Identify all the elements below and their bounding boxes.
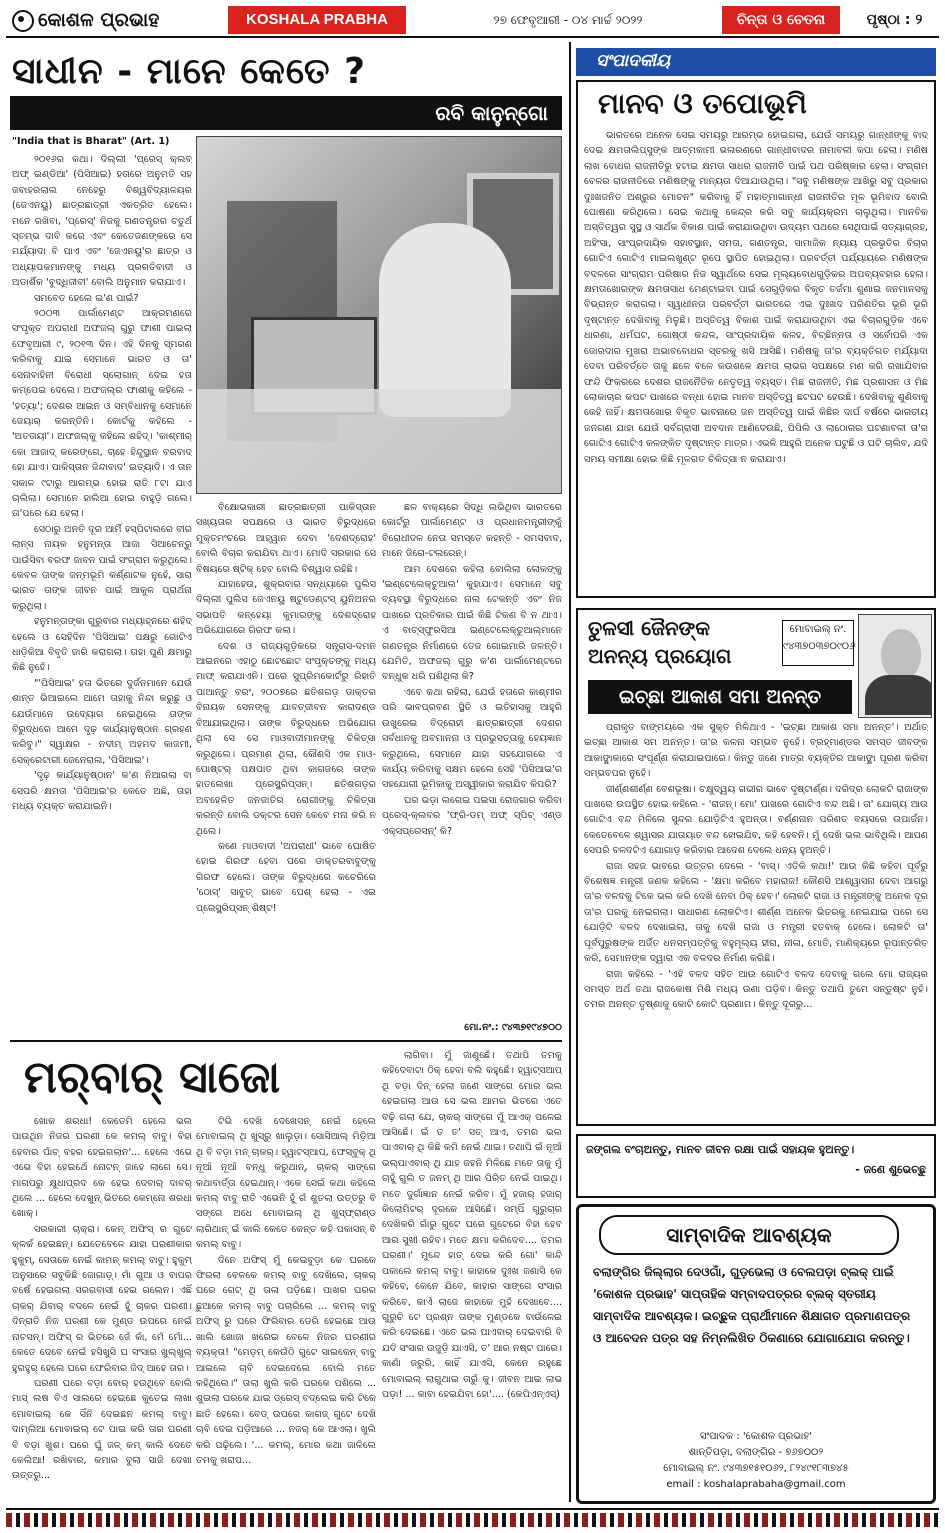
pledge-signature: - ଜଣେ ଶୁଭେଚ୍ଛୁ bbox=[855, 1163, 926, 1176]
article1-mobile: ମୋ.ନଂ.: ୯୪୩୭୧୯୪୭୦୦ bbox=[464, 1022, 562, 1033]
pledge-box bbox=[576, 1134, 936, 1198]
paragraph: ୨୦୧୬ର କଥା। ଦିଲ୍ଲୀ 'ପ୍ରେସ୍ କ୍ଲବ୍ ଅଫ୍ ଇଣ୍ଡିଆ' (ପିସିଆଇ) ହତାରେ ଅନୁମତି ସହ ଜବାହରଲାଲ ନେହେରୁ ବିଶ୍ୱବିଦ୍ୟାଳୟର (ଜେଏନୟୁ) ଛାତ୍ରଛାତ୍ରୀ ଏକତ୍ରିତ ହେଲେ। ମନେ ରଖିବା, 'ପ୍ରେସ୍' ନିଜକୁ ଗଣତନ୍ତ୍ରର ଚତୁର୍ଥ ସ୍ତମ୍ଭ ଦାବି କରେ ଏବଂ କେତେଜଣଙ୍କରେ ସେ ମର୍ଯ୍ୟାଦା ବି ପାଏ ଏବଂ 'ଜେଏନୟୁ'ର ଛାତ୍ର ଓ ଅଧ୍ୟାପକମାନଙ୍କୁ ମଧ୍ୟ ପ୍ରଗତିବାଦୀ ଓ ଅଡାର୍ଶିକ 'ବୁଦ୍ଧିଜୀବୀ' ବୋଲି ଅନୁମାନ କରାଯାଏ। bbox=[12, 154, 192, 289]
paragraph: ଲାଗିବା। ମୁଁ ଜାଣୁଛେଁ। ତଥାପି ତମକୁ କହିଦେବାଟା ଠିକ୍ ହେବା ବଲି କହୁଛେଁ। ହ୍ୱାଟ୍ସଆପ୍ ଥି ବଡ଼ା ଦିନ୍ ହେଲା ଜଣେ ସାଙ୍ଗେ ମୋର ଭଲ ହେଇଗଲା ଆଉ ସେ ଭଲ ଆମର ଭିତରେ ଏତେ ବଢ଼ି ଗଲା ଯେ, ଚାକର୍ ସାଙ୍ଗେ ମୁଁ ଆଏକ୍ ପଳେଇ ଆସିଛେଁ। ଇଁ ତ ତ' ସତ୍ ଆଏ, ତମର ଭଲ ପାଏବାର୍ ଥି କିଛି କମି ନେଇଁ ଥାଇ। ତଥାପି ଇଁ ନୂଆଁ ଭଲ୍‌ପାଏବାର୍ ଥି ଯାହ ଜହନି ମିଳିଛେ ମତେ ତାକୁ ମୁଁ ଚାହୁଁ ଗୁଲି ତ ଜନମ୍ ଥି ଆର ପିରିତ ନେଇଁ ପାଇଥି। ମତେ ଦୁର୍ଗାଜ୍ଞାନ ନେଇଁ କରିବ। ମୁଁ ହଜାର୍ ହଜାର୍ କିଲୋମିଟର୍ ଦୂରକେ ଆସିଛେଁ। ସମ୍ପିଁ ଗୁରୁଚାର ଦେଖିକରି ଗାଁରୁ ଗୁଟେ ଘରେ ଗୁଟେରେ ବିହା ହେବ ଆର ସୁଖୀ ରହିବ। ମତେ କ୍ଷମା କରିଦେବ.... ତମର ଘରଣୀ।' ମୁନ୍ଦେ ହାତ୍ ଦେଇ କରି ଗୋ' କାନ୍ଦି ପକାଲେ କମଲ୍ ବାବୁ। କାହାକେ ଦୁଃଖ ଜଣାସି କେ କହିବେ, କେନେ ଯିବେ, କାହାର ସାଙ୍ଗେ ସଂସାର କରିବେ, କାଏଁ ଲାଜେ କାହାକେ ମୁହଁ ଦେଖାବେ.... ଗୁରୁଚି ଟେ ପ୍ରଶ୍ନ ତାଙ୍କ ମୁଣ୍ଡକେ ବାଉଁଳେଇ କରି ଦେଇଛେ। ଏତେ ଭଲ ପାଏବାର୍ ଦେଇବାରି ବି ଯଦି ସଂସାର ଉଜୁଡ଼ି ଯାଏସି, ତ' ଆର ନଷ୍ଟ ପାରେ। କାଣାଁ ଜରୁରି, କାହିଁ ଯାଏସି, କେନେ ରହୁଛେ ମୋବାଇଲ୍ ଲାଗୁଥାଇ ତାରୁଁ କୁ। ଜୀବନ ଆଇ ଲାଭ ପଡ଼ା! ... କାବା ହେଇଯିବା ହୋ'.... (କେପିଏନ୍ଏସ୍) bbox=[382, 1050, 562, 1400]
article1-column-1 bbox=[12, 152, 192, 1060]
article1-quote: "India that is Bharat" (Art. 1) bbox=[12, 136, 170, 147]
tulsi-article-title: ଇଚ୍ଛା ଆକାଶ ସମା ଅନନ୍ତ bbox=[588, 680, 852, 714]
section-title: ଚିନ୍ତା ଓ ଚେତନା bbox=[722, 6, 840, 34]
article2-headline: ମର୍‌ବାର୍ ସାଜୋ bbox=[24, 1052, 281, 1103]
paragraph: ଖୋକ ଶରଧା! କେତେମି ହେଲେ ଭଲ ପାଉଥିନ ନିଜର ଘରଣୀ କେ କମଲ୍ ବାବୁ। ବିହା ହେବାର ପାଁଚ୍ ବହର ହେଇଗଲାନ'... ହେଲେ ଏଭେ ଏଭେ ବିହା ହେଇଥେଁ ନୋଟନ୍ ଜାହେ ଲାଗେ ସେ। ମାଗପରୁ କ୍ଷୁଧାପ୍ରଦ କେ ହେଇ ଦେବାର୍ ଦାବର୍ ଥିଲେ ... ହେଲେ ଦେଖୁନ୍ ଭିତରେ କେମ୍ନୋ ଶରଧା ଖୋକ୍। bbox=[12, 1116, 192, 1220]
tulsi-mobile-number: ୯୪୩୭୦୩୭୦୯୦୬ bbox=[783, 641, 856, 652]
pledge-text: ଜଙ୍ଗଲ ବଂଚାଅନ୍ତୁ, ମାନବ ଜୀବନ ରକ୍ଷା ପାଇଁ ସହାୟକ ହୁଅନ୍ତୁ। bbox=[586, 1143, 855, 1156]
portrait-suit-shape bbox=[865, 675, 932, 715]
paragraph: ଆମ ଦେଶରେ କହିଲା ବୋଲିଲା ଲୋକଙ୍କୁ 'ଇଣ୍ଟେଲେକ୍‌ଚୁଆଲ' କୁହାଯାଏ। ସେମାନେ ସବୁ ବ୍ୟବସ୍ଥା ବିରୁଦ୍ଧରେ ନାଲ ଟେକନ୍ତି ଏବଂ ନିଜ ପାଖରେ ପ୍ରତିକାର ପାଇଁ କିଛି ଟିକଣ ବି ନ ଥାଏ। ଏ ବାଚ୍‌ସ୍ଫୁରସିଆ ଇଣ୍ଟେଲେକ୍‌ଚୁଆଲ୍‌ମାନେ ଗଣତନ୍ତ୍ର ନିର୍ମାଣରେ ତେଜ ଗୋଇମାରି ଜଳନ୍ତି। ଯେମିତି, ଅଫଜଲ୍ ଗୁରୁ କ'ଣ ପାର୍ଲାମେଣ୍ଟରେ ବନ୍ଧୁକ ଧରି ପଶିଥିଲା କି? bbox=[382, 563, 562, 683]
advertisement-box bbox=[576, 1204, 936, 1504]
paragraph: 'ଦୃଢ଼ କାର୍ଯ୍ୟାନୁଷ୍ଠାନ' କ'ଣ ନିଆଗଲା ବା ସେପରି କ୍ଷମତା 'ପିସିଆଇ'ର କେତେ ଅଛି, ତାହା ମଧ୍ୟ ବ୍ୟକ୍ତ କରାଯାଇନି। bbox=[12, 770, 192, 813]
paragraph: ହନୁମନ୍ତାଙ୍କା ଗୁରୁବାର ମଧ୍ୟାହ୍ନରେ ଶହିଦ୍ ହେଲେ ଓ ସେହିଦିନ 'ପିସିଆଇ' ପକ୍ଷରୁ ଗୋଟିଏ ଧାଡ଼ିକିଆ ବିବୃତି ଜାରି କରାଗଲା। ତାହା ପୁଣି କ୍ଷମାରୁ କିଛି ନୁହେଁ। bbox=[12, 616, 192, 674]
paragraph: ଦିନେ ଅଫିସ୍ ମୁଁ କେଇବୁଡ଼ା କେ ଘରକେ ଫିରଲା ବେଳକେ କମଲ୍ ବାବୁ ଦେଖିଲେ, ଚାକର୍ ଘରେ ଗେଟ୍ ଥି ତାଳା ପଡ଼ିଛେ। ପାଖର ଘରର ଛୁଆକେ କମଲ୍ ବାବୁ ପଚାରିଲେ ... କମଲ୍ ବାବୁ ଅଫିସ୍ ରୁ ଘରେ ଫିରିବାର ଡେରି ହେଇଛେ ଆଉ ଖାଲି ଖୋଜା ଖରେଇ ବେଳେ ନିଜର ଘରଣୀର ବ୍ୟକ୍ତା! "ମେଡ଼ମ୍ କେଉଁଠି ଗୁଟେ ସାଇକେନ୍ ବାବୁ ଆଇଲେ ଚାବି ଦେଇଦେଲେ ବୋଲି ମତେ କହିଥିଲେ।" ତାଲା ଖୁଲି କରି ଘରକେ ପଶିଲେ ... ଶୁଇଲା ଘରକେ ଯାଇ ଡ୍ରେସ୍ ବଦ୍‌ଲେଇ କରି ଟିକେ ଛାତି ହେଲେ। ବେଡ୍ ଉପରେ କାଗଜ୍ ଗୁଟେ ଦେଖି ଚାବି ଦେଇ ପଡ଼ିଆରେ ... ନଜର୍ କେ ଆଏଲା। ଖୁଲି କରି ପଢ଼ିଲେ। '... କମଲ୍, ମୋର କଥା ଜାଳିଲେ ତମକୁ ଖରାପ... bbox=[196, 1254, 376, 1466]
paragraph: ବିକ୍ଷୋଭକାରୀ ଛାତ୍ରଛାତ୍ରୀ ପାକିସ୍ତାନ ସଖ୍ୟତାର ସପକ୍ଷରେ ଓ ଭାରତ ବିରୁଦ୍ଧରେ ମୁକ୍ତମଂଚରେ ଆହ୍ୱାନ ଦେବା 'ଦେଶଦ୍ରୋହ' ବୋଲି ବିଚାର କରାଯିବା ଥାଏ। ମୋଦି ସରକାର ସେ ବିଷୟରେ ଷ୍ଟିକ୍ ହେବ ବୋଲି ବିଶ୍ୱାସ ରହିଛି। bbox=[196, 502, 376, 575]
paragraph: ଟିଭି ଦେଖି ଦେଖେସନ୍ ନେଇଁ ହେଲେ ମୋବାଇଲ୍ ଥି ଖୁସ୍ରୁ ଖାଲୁଡ଼ା। ସୋସିଆଲ୍ ମିଡ଼ିଆ ଥି ବି ବଡ଼ା ମନ୍ ଚାକର୍। ହ୍ୱାଟସ୍ଆପ, ଫେସ୍‌ବୁକ୍ ଥି ନୂଆଁ ନୂଆଁ ବନ୍ଧୁ କରୁଥାନ୍, ଚାକର୍ ସାଙ୍ଗେ କଥାବାର୍ତ୍ତା ହେଇଥାନ୍। ଏକେ ସେଇଁ କଥା କହିଲେ କମଲ୍ ବାବୁ ରାତି ଏଭେନି ହୁଁ ଗଁ ଶୁତଲା ଉତ୍ତରୁ ବି ସଙ୍ଗେ ଅଧେ ମୋବାଇଲ୍ ଥି ଖୁସ୍‌ଫ୍ରାଣ୍ଡ ଲାଗିଥାନ୍ ଇଁ କାଲି କେତେ କେନ୍ତ କହି ପକାସନ୍ ବି କମଲ୍ ବାବୁ। bbox=[196, 1116, 376, 1251]
advertisement-address: ଶାନ୍ତିପଡ଼ା, ବଲାଙ୍ଗିର - ୭୬୭୦୦୨ bbox=[688, 1447, 824, 1458]
paragraph: ଘର ଭଡ଼ା ଲଗେଇ ପଇସା ରୋଜଗାର କରିବା ପ୍ରେସ୍-କ୍ଲବର 'ଫ୍ରି-ଡମ୍ ଅଫ୍ ସ୍ପିଚ୍ ଏଣ୍ଡ ଏକ୍ସପ୍ରେସନ୍' କି? bbox=[382, 794, 562, 837]
issue-date: ୨୭ ଫେବୃଆରୀ - ୦୪ ମାର୍ଚ୍ଚ ୨୦୨୨ bbox=[493, 13, 643, 27]
article2-column-2 bbox=[196, 1114, 376, 1506]
portrait-face-shape bbox=[881, 629, 921, 679]
paragraph: ୨୦୦୩ ପାର୍ଲାମେଣ୍ଟ ଆକ୍ରମଣରେ ସଂପୃକ୍ତ ଅପରାଧୀ ଅଫଜଲ୍ ଗୁରୁ ଫାଶୀ ପାଇଲା ଫେବୃଆରୀ ୯, ୨୦୧୩ ଦିନ। ଏହି ଦିନକୁ ସ୍ମରଣ କରିବାକୁ ଯାଇ ସେମାନେ ଭାରତ ଓ ତା' ସେନାବାହିନୀ ବିରୋଧୀ ସ୍ଲୋଗାନ୍ ଦେଇ ହତା କମ୍ପେଇ ଦେଲେ। ଅଫଜଲ୍‌ର ଫାଶୀକୁ କହିଲେ - 'ହତ୍ୟା'; ଦେଶର ଆଇନ ଓ ସମ୍ବିଧାନକୁ ସେମାନେ ଜେୟାର୍ କରନ୍ତିନି। କୋର୍ଟକୁ କହିଲେ - 'ଅତତାୟୀ'। ଅଫଜଲ୍‌କୁ କହିଲେ ଶହିଦ୍। 'କାଶ୍ମୀର୍ କୋ ଆଜାଦ୍ କରେଙ୍ଗେ, ଚାହେ ହିନ୍ଦୁସ୍ଥାନ ବରବାଦ୍ ହୋ ଯାଏ। ପାକିସ୍ତାନ ଜିନ୍ଦାବାଦ' ଇତ୍ୟାଦି। ଏ ତାନ ସକାଳ ୯ଟାରୁ ଆରମ୍ଭ ହୋଇ ରାତି ୮ଟା ଯାଏ ଚାଲିଲା। ସେମାନେ ହାଲିଆ ହୋଇ ବାହୁଡ଼ି ଗଲେ। ତା'ପରେ ଯେ ହେଲା। bbox=[12, 308, 192, 520]
photo-desk-shape bbox=[197, 389, 562, 494]
paragraph: ରାଜା ସହଜ ଭାବରେ ଉତ୍ତର ଦେଲେ - 'ବାସ୍। ଏତିକି କଥା!' ଆଉ କିଛି କହିବା ପୂର୍ବରୁ ବିଶେଷଜ୍ଞ ମନ୍ତ୍ରୀ ଜଣକ କହିଲେ - 'କ୍ଷମା କରିବେ ମହାରାଜ! କୌଣସି ଆଶ୍ୱାସନା ଦେବା ଆଗରୁ ତା'ର ବଳଦକୁ ଟିକେ ଭଲ କରି ଦେଖି ନେବା ଠିକ୍ ହେବ।' ଲୋକଟି ରାଜା ଓ ମନ୍ତ୍ରୀଙ୍କୁ ଅନେକ ଦୂର ତା'ର ଘରକୁ ନେଇଗଲା। ସାଧାରଣ ଲୋକଟିଏ। ଶୀର୍ଣ୍ଣ ଅନେକ ଭିତରକୁ ନେଇଯାଇ ପରେ ସେ ଯୋଡ଼ିଟି ବଳଦ ଦେଖାଇଲା, ତାକୁ ଦେଖି ରାଜା ଓ ମନ୍ତ୍ରୀ ହତବାକ୍ ହେଲେ। ଲୋକଟି ତା' ପୂର୍ବପୁରୁଷଙ୍କ ଅର୍ଜିତ ଧନସମ୍ପତ୍ତିକୁ ବହୁମୂଲ୍ୟ ହୀରା, ନୀଳା, ମୋତି, ମାଣିକ୍ୟରେ ରୂପାନ୍ତରିତ କରି, ସେମାନଙ୍କ ଦ୍ୱାରା ଏକ ବଳଦର ନିର୍ମାଣ କରିଛି। bbox=[584, 860, 928, 965]
editorial-headline: ମାନବ ଓ ତପୋଭୂମି bbox=[598, 87, 807, 120]
paragraph: ରାଜା କହିଲେ - 'ଏହି ବଳଦ ସହିତ ଆଉ ଗୋଟିଏ ବଳଦ ଦେବାକୁ ଗଲେ ମୋ ରାଜ୍ୟର ସମସ୍ତ ଅର୍ଥ ତଥା ରାଜକୋଷ ମିଶି ମଧ୍ୟ ଉଣା ପଡ଼ିବ। କିନ୍ତୁ ତଥାପି ତୁମେ ସନ୍ତୁଷ୍ଟ ନୁହଁ। ତମର ଅନନ୍ତ ତୃଷ୍ଣାକୁ କୋଟି କୋଟି ପ୍ରଣାମ। କିନ୍ତୁ ଦୂରରୁ... bbox=[584, 968, 928, 1011]
logo-emblem-icon bbox=[12, 10, 34, 32]
editorial-body bbox=[584, 128, 928, 594]
footer-border-pattern bbox=[6, 1513, 939, 1527]
paragraph: ସରକାରୀ ଚାକ୍‌ରା। କେନ୍ ଅଫିସ୍ ର ଗୁଟେ କ୍ଳର୍କ ହେଇଛନ୍। ଯେତେବେଳେ ଯାହା ଘରଣୀକାର ହୁକୁମ୍, ସେତାକେ ନେଇଁ କାମନ୍ କମଲ୍ ବାବୁ। ହୁକୁମ୍ ଅନୁସାରେ ସବୁକିଛି ଜୋଗାଡ଼୍। ମାଁ ଗୁଆ ଓ ବାପର ବର୍ଷେ ହେଇଗଲା ସରଗବାସୀ ହେଇ ଗଲେନ। ଏଛିଁ ଚାକର୍ ଯିବାର୍ ବଦଳେ ନେଇଁ ହୁଁ ଚାକର ଘରଣୀ। ଦିନ୍‌ରାତି ନିଜ ଘରଣୀ କେ ମୁଣ୍ଡ ଉପରେ ନେଇଁ ନାଚସନ୍। ଅଫିସ୍ ର ଭିତରେ ଜେଁ କାଁ, ମେଁ ମୋଁ... କେତେ ଦେବେ ନେଇଁ ହସିଖୁସି ଘ ସଂସାର ଖୁଲ୍‌ଖୁଲ୍ ହୁରହୁର୍ ହେଲେ ଘରେ ଫେରିବାର ଜିଦ୍ ଆହେ ତାର। bbox=[12, 1223, 192, 1374]
paragraph: ଜୀର୍ଣ୍ଣଶୀର୍ଣ୍ଣ ବେଶଭୂଷା। ଚକ୍ଷୁଦ୍ୱୟ ଗଭୀର ଭାବେ ଦୃଷ୍ଟାର୍ଣ୍ଣ। ଦରିଦ୍ର ଲୋକଟି ରାଜାଙ୍କ ପାଖରେ ଉପସ୍ଥିତ ହୋଇ କହିଲେ - 'ରାଜନ୍। ମୋ' ପାଖରେ ଗୋଟିଏ ବନ୍ଦ ଅଛି। ତା' ଯୋଗ୍ୟ ଆଉ ଗୋଟିଏ ବନ୍ଦ ମିଳିଲେ ସୁନ୍ଦର ଯୋଡ଼ିଟିଏ ହୁଅନ୍ତା। ବର୍ଣ୍ଣନାନ ପରିଣତ ବୟସରେ ଉପାର୍ଜନ। କେତେବେଳେ ଶ୍ୱାସର ଯାତାୟାତ ବନ୍ଦ ହୋଇଯିବ, କହି ହେବନି। ମୁଁ ଦେଖି ଭଲ ଭାବିଥିଲି। ଆପଣ ସେପରି ବଳଦଟିଏ ଯୋଗାଡ଼ କରିବାର ଆଦେଶ ଦେଲେ ଧନ୍ୟ ହୁଅନ୍ତି। bbox=[584, 783, 928, 857]
paragraph: ଦେଶ ଓ ରାଜ୍ୟଗୁଡ଼ିକରେ ସନ୍ତ୍ରାସ-ଦମନ ଆଇନରେ ଏହାଠୁ ଛୋଟଛୋଟ ସଂପୃକ୍ତଙ୍କୁ ମଧ୍ୟ ମାଫ୍ କରାଯାଏନି। ପରେ ସୁପ୍ରିମକୋର୍ଟରୁ ରିହାତି ପାଆନ୍ତୁ ବରଂ, ୨୦୦୭ରେ ଛତିଶଗଡ଼ ଡାକ୍ତର ବିନାୟକ ସେନଙ୍କୁ ଯାବତ୍‌ଜୀବନ କାରାଦଣ୍ଡ ବିଆଯାଇଥିଲା। ତାଙ୍କ ବିରୁଦ୍ଧରେ ଅଭିଯୋଗ ଥିଲା ସେ ସେ ମାଓବାଦୀମାନଙ୍କୁ ଚିକିତ୍ସା କରୁଥିଲେ। ପ୍ରମାଣ ଥିଲା, କୌଣସି ଏକ ମାଓ-ପୋଷ୍ଟର୍ ପକ୍ଷପାତ ଥିବା କାଗଜରେ ତାଙ୍କ ହାତଲେଖା ପ୍ରେସ୍କ୍ରିପ୍ସନ୍। ଛତିଶଗଡ଼ର ଅବହେଳିତ ଜନଜାତିର ରୋଗୀଙ୍କୁ ଚିକିତ୍ସା କରନ୍ତି ବୋଲି ଡକ୍ଟର ସେନ କେବେ ମନା କରି ନ ଥିଲେ। bbox=[196, 640, 376, 837]
paragraph: ସମବେତ ହେଲେ ଇ'ଣ ପାଇଁ? bbox=[34, 292, 139, 304]
tulsi-article-body bbox=[584, 720, 928, 1120]
paragraph: ସେଠାରୁ ଅନତି ଦୂର ଆର୍ମି ହସ୍‌ପିଟାଲରେ ବୀର ଲାନ୍ସ ନାୟକ ହନୁମନ୍ତା ଆଜା ସିଆଚେନ୍‌ରୁ ପାଉଁସିବା ବରଫ ଜାବନ ପାଇଁ ସଂଗ୍ରାମ କରୁଥିଲେ। କେବଳ ତାଙ୍କ ଜନ୍ମଭୂମି କର୍ଣ୍ଣାଟକ ନୁହେଁ, ସାରା ଭାରତ ତାଙ୍କ ଜୀବନ ପାଇଁ ଆକୁଳ ପ୍ରାର୍ଥନା କରୁଥିଲା। bbox=[12, 523, 192, 612]
paragraph: ଯାହାହେଉ, ଶୁକ୍ରବାର ସନ୍ଧ୍ୟାରେ ପୁଲିସ ଦିଲ୍ଲୀ ପୁଲିସ ଜେଏନୟୁ ଷ୍ଟୁଡେଣ୍ଟସ୍ ୟୁନିଅନର ସଭାପତି କନ୍ହେୟା କୁମାରଙ୍କୁ ଦେଶଦ୍ରୋହ ଅଭିଯୋଗରେ ଗିରଫ କଲା। bbox=[196, 579, 376, 637]
article1-byline: ରବି କାନୁନ୍‌ଗୋ bbox=[10, 96, 562, 130]
author-photo bbox=[196, 136, 562, 494]
paragraph: ଘରଣୀ ଘରେ ବଡ଼ା ବୋର୍ ହଉଥିବେ ବୋଲି ମାସ୍ ଲଷ ବିଏ ସାଲରେ ହେଇଛେ କୁତେଇ ଲାଖା ମୋବାଇଲ୍ କେ ସିଁନି ଦେଇଛନ କମଲ୍ ବାବୁ। ଦାମ୍‌ଲିଆ ମୋବାଇଲ୍ ଟେ ପାଇ କରି ତାର ଘରଣୀ ବି ବଡ଼ା ଖୁଶ। ଘରେ ଘୁଁ ଜଳ୍ କମ୍ କାଲି ଦେତେ କେଲିଆ! ରଖିବାର, କମାର ବୁଲା ସାଜି ଦେଖା ଉତ୍ତରୁ... bbox=[12, 1377, 192, 1482]
tulsi-mobile-label: ମୋବାଇଲ୍ ନଂ. bbox=[789, 624, 847, 635]
article1-column-2 bbox=[196, 500, 376, 1030]
advertisement-mobile: ମୋବାଇଲ୍ ନଂ. ୯୪୩୭୧୫୧୦୬୨, ୮୨୪୯୧୮୩୭୪୫ bbox=[663, 1463, 849, 1474]
paragraph: ଛଳ ବାକ୍ୟରେ ସିଦ୍ଧି ଲଭିଥିବା ଭାରତରେ କୋର୍ଟରୁ ପାର୍ଲାମେଣ୍ଟ ଓ ପ୍ରଧାନମନ୍ତ୍ରୀଙ୍କୁଁ ବିରୋଧୀଦଳ ନେତା ସମସ୍ତେ କହନ୍ତି - ସମସବାଦ, ମାନେ ଜିରୋ-ଟଲରେନ୍। bbox=[382, 502, 562, 560]
photo-person-shape bbox=[379, 223, 511, 417]
masthead bbox=[6, 4, 939, 38]
paragraph: କଣେ ମାଓବାଦୀ 'ଅପରାଧୀ' ଭାବେ ଘୋଷିତ ହୋଇ ଗିରଫ ହେବା ପରେ ଡାକ୍ତରବାବୁଙ୍କୁ ଗିରଫ ହେଲେ। ତାଙ୍କ ବିରୁଦ୍ଧରେ କଚେରିରେ 'ଠୋସ୍' ସାବୁତ୍ ଭାବେ ପେଶ୍ ହେଲା - ଏଇ ପ୍ରେସ୍କ୍ରିପ୍ସନ୍ ଶିଷ୍ଟ! bbox=[196, 840, 376, 914]
advertisement-email[interactable]: email : koshalaprabaha@gmail.com bbox=[666, 1479, 846, 1490]
article-divider bbox=[10, 1040, 562, 1042]
paragraph: ପ୍ରାକୃତ ବାଙ୍ମୟରେ ଏକ ସୁକ୍ତ ମିଳିଥାଏ - 'ଇଚ୍ଛା ଆକାଶ ସମା ଅନନ୍ତ'। ଅର୍ଥାତ୍ ଇଚ୍ଛା ଆକାଶ ସମ ଅନନ୍ତ। ତା'ର କଳନା ସମ୍ଭବ ନୁହେଁ। ବ୍ରହ୍ମାଣ୍ଡର ସମସ୍ତ ଜୀବଙ୍କ ଆକାଙ୍କ୍ଷାକାରେ ସଂପୂର୍ଣ୍ଣ କରାଯାଇପାରେ। କିନ୍ତୁ ଜଣେ ମାତ୍ର ବ୍ୟକ୍ତିର ଆକାଙ୍କ୍ଷା ପୂରଣ କରିବା ସମ୍ଭବପର ନୁହେଁ। bbox=[584, 722, 928, 780]
editorial-tab: ସଂପାଦକୀୟ bbox=[576, 48, 936, 76]
paragraph: ଏବେ କଥା ରହିଲା, ଯେଉଁ ହତାରେ କାଶ୍ମୀର ପରି ଭାବପ୍ରବଣ ସ୍ଥିତି ଓ ଇତିହାସକୁ ଆହୁରି ଉଖୁରେଇ ବିଦ୍ରୋହୀ ଛାତ୍ରଛାତ୍ରୀ ଦେଶର ସର୍ବଧାନକୁ ଅବମାନନା ଓ ପ୍ରଭୁସତ୍ତାକୁ ହେୟଜ୍ଞାନ କରୁଥିଲେ, ସେମାନେ ଯାହା ସହଯୋଗରେ ଏ କାର୍ଯ୍ୟ କରିବାକୁ ସକ୍ଷମ ହେଲେ ସେହି 'ପିସିଆଇ'ର ସହଯୋଗୀ ଭୂମିକାକୁ ଅସ୍ୱୀକାର କରାଯିବ କିପରି? bbox=[382, 686, 562, 791]
advertisement-contact bbox=[589, 1429, 923, 1501]
column-divider bbox=[569, 42, 571, 1502]
tulsi-name-line1: ତୁଳସୀ ଜୈନଙ୍କ bbox=[588, 616, 711, 640]
article1-headline: ସାଧୀନ - ମାନେ କେତେ ? bbox=[12, 51, 366, 92]
advertisement-title: ସାମ୍ବାଦିକ ଆବଶ୍ୟକ bbox=[599, 1215, 899, 1255]
article2-column-1 bbox=[12, 1114, 192, 1506]
footer-rule bbox=[6, 1508, 939, 1510]
logo-text: କୋଶଳ ପ୍ରଭାହ bbox=[38, 9, 160, 31]
tulsi-name-line2: ଅନନ୍ୟ ପ୍ରୟୋଗ bbox=[588, 644, 732, 668]
paragraph: ଭାରତରେ ଅନେକ ସେଇ ସମୟରୁ ଆରମ୍ଭ ହୋଇଗଲା, ଯେଉଁ ସମୟରୁ ଗାନ୍ଧୀଙ୍କୁ ବାଦ୍ ଦେଇ କ୍ଷମତାଲିପ୍ସୁଙ୍କ ଆତ୍ମକାମୀ ଭଳାରଣରେ ଗାନ୍ଧୀବାଦର ନାମାବଳୀ କପା ହେଲା। ମଣିଷ ଲାଖ ବୋଧର ରାଜନୀତିରୁ ହଟାଇ କ୍ଷମତା ସାଧର ରାଜନୀତି ପାଇଁ ପଥ ପରିଷ୍କାର ହେଲା। ସଂଗ୍ରାମ ବେଳର ରାଜନୀତିରେ ମଣିଷଙ୍କୁ ମାନ୍ୟତା ଦିଆଯାଉଥିଲା। "ସବୁ ମଣିଷଙ୍କ ଆଖିରୁ ସବୁ ପ୍ରକାର ଦୁଃଖଜନିତ ଅଶ୍ରୁର ମୋଚନ" କରିବାକୁ ହିଁ ମହାତ୍ମାଗାନ୍ଧୀ ରାଜନୀତିର ମୂଳ ଭୂମିବାଦ ବୋଲି ଘୋଷଣା କରିଥିଲେ। ସେଇ କଥାକୁ କେନ୍ଦ୍ର କରି ସବୁ କାର୍ଯ୍ୟକ୍ରମ ଚାଲୁଥିଲା। ମାନବିକ ଅସ୍ତିତ୍ୱର ସୁସ୍ଥ ଓ ସାର୍ଥକ ବିକାଶ ପାଇଁ କରାଯାଉଥିବା ଉଦ୍ୟମ ପଥରେ ସେଥିପାଇଁ ସତ୍ୟାଗ୍ରହ, ଅହିଂସା, ସାଂପ୍ରଦାୟିକ ସହାବସ୍ଥାନ, ସମତା, ଗଣତନ୍ତ୍ର, ସାମାଜିକ ନ୍ୟାୟ ପ୍ରଭୃତିର ବିଚାର ଗୋଟିଏ ଗୋଟିଏ ମାଇଲଖୁଣ୍ଟ ରୂପେ ସ୍ଥାପିତ ହୋଇଥିଲା। ପରବର୍ତ୍ତୀ ପର୍ଯ୍ୟାୟରେ ମଣିଷଙ୍କ ବଦଳରେ ସାଂଗ୍ରାମ ପରିଷାର ନିଜ ସ୍ୱାର୍ଥରେ ସେଇ ମୂଲ୍ୟବୋଧଗୁଡ଼ିକର ଅପବ୍ୟବହାର ହେଲା। କ୍ଷମତାଖୋରଙ୍କ କ୍ଷମତାସାଧ ମେଣ୍ଟାଇବା ପାଇଁ ସେଗୁଡ଼ିକର ବିକୃତ ତର୍ଜମା ଶୁଣାଇ ଜନମାନସକୁ ବିଭ୍ରାନ୍ତ କରାଗଲା। ସ୍ୱାଧୀନତା ପରବର୍ତ୍ତୀ ଭାରତରେ ଏଇ ଦୁଃଖଦ ପରିଣତିର ଭୂରି ଭୂରି ଦୃଷ୍ଟାନ୍ତ ଦେଖିବାକୁ ମିଳୁଛି। ଅସ୍ତିତ୍ୱ ବିକାଶ ପାଇଁ କରାଯାଉଥିବା ଏଇ ବିଚାରଗୁଡ଼ିକ ଏବେ ଧାରଣା, ଧର୍ମଘଟ, ଗୋଷ୍ଠୀ କନ୍ଦଳ, ସାଂପ୍ରଦାୟିକ କଳହ, ବିଚ୍ଛିନ୍ନତା ଓ ସର୍ବୋପରି ଏକ ଜୋରଦାର ମୁଖରା ଅଭାବବୋଧର ସ୍ତରକୁ ଖସି ଆସିଛି। ମଣିଷକୁ ତା'ର ବ୍ୟକ୍ତିଗତ ମର୍ଯ୍ୟାଦା ଦେବା ପରିବର୍ତ୍ତେ ତାକୁ ଛଳେ ବଳେ କଉଶଳେ କ୍ଷମତା ଲାଭର ସପକ୍ଷରେ ମଣ କରି ରଖାଯିବାର ଫନ୍ଦି ଫିକରରେ ଦେଶର ରାଜନୈତିକ ନେତୃତ୍ୱ ବ୍ୟସ୍ତ। ମିଛ ରାଜନୀତି, ମିଛ ପ୍ରଶାସନ ଓ ମିଛ ଲୋକାଚାର କପଟ ପାଖରେ ବନ୍ଧା ହୋଇ ମାନବ ଅସ୍ତିତ୍ୱ ଛଟପଟ ହେଉଛି। ଦେଖିବାକୁ ଶୁଣିବାକୁ କେହି ନାହିଁ। କ୍ଷମତାଖୋର ବିକୃତ ଭାବନାରେ ଜନ ଅସ୍ତିତ୍ୱ ପାଇଁ କିଛିର ଦାର୍ଘ ବର୍ଷରେ ଭାରତୀୟ ଜନଗଣ ଯାହା ଯେଉଁ ସର୍ବଗ୍ରାସୀ ଅବଦାନ ଆଣିଦେଉଛି, ପିପିଲି ଓ ଲାଠୋରର ଘଟଣାବଳୀ ତା'ର ଗୋଟିଏ ଗୋଟିଏ କଳଙ୍କିତ ଦୃଷ୍ଟାନ୍ତ ମାତ୍ର। ଏଭଳି ଆହୁରି ଅନେକ ଘଟୁଛି ଓ ଘଟି ଚାଲିବ, ଯଦି ସମୟ ସମୀକ୍ଷା ହୋଇ କିଛି ମୂଳଗତ ଚିକିତ୍ସା ନ କରାଯାଏ। bbox=[584, 130, 928, 465]
article2-column-3 bbox=[382, 1048, 562, 1506]
tulsi-mobile-box bbox=[782, 620, 854, 666]
paragraph: "'ପିସିଆଇ' ହତା ଭିତରେ ଦୁର୍ଜନମାନେ ଯେଉଁ ଶାନ୍ତ ଭିଆଇଲେ ଆମେ ତାହାକୁ ନିନ୍ଦା କରୁଛୁ ଓ ଯେଉଁମାନେ ଉଦ୍ୟୋଗ ନେଇଥିଲେ ତାଙ୍କ ବିରୁଦ୍ଧରେ ଆମେ ଦୃଢ଼ କାର୍ଯ୍ୟାନୁଷ୍ଠାନ ଗ୍ରହଣ କରିବୁ।" ସ୍ୱାକ୍ଷର - ନଦୀମ୍ ଅହମଦ କାଜମୀ, ସେକ୍ରେଟାରୀ ଜେନେରାଲ, 'ପିସିଆଇ'। bbox=[12, 677, 192, 766]
brand-name: KOSHALA PRABHA bbox=[228, 6, 406, 34]
tulsi-portrait bbox=[858, 614, 932, 718]
page-number: ପୃଷ୍ଠା : ୨ bbox=[866, 12, 923, 28]
newspaper-logo bbox=[6, 4, 224, 36]
article1-column-3 bbox=[382, 500, 562, 1018]
advertisement-text: ବଲାଙ୍ଗିର ଜିଲ୍ଲାର ଦେଓଗାଁ, ଗୁଡ଼ଭେଲା ଓ ବେଲପଡ଼ା ବ୍ଲକ୍ ପାଇଁ 'କୋଶଳ ପ୍ରଭାହ' ସାପ୍ତାହିକ ସମ୍ବାଦପତ୍ରର ବ୍ଲକ୍ ସ୍ତରୀୟ ସାମ୍ବାଦିକ ଆବଶ୍ୟକ। ଇଚ୍ଛୁକ ପ୍ରାର୍ଥୀମାନେ ଶିକ୍ଷାଗତ ପ୍ରମାଣପତ୍ର ଓ ଆବେଦନ ପତ୍ର ସହ ନିମ୍ନଲିଖିତ ଠିକଣାରେ ଯୋଗାଯୋଗ କରନ୍ତୁ। bbox=[593, 1265, 911, 1345]
advertisement-editor: ସଂପାଦକ : 'କୋଶଳ ପ୍ରଭାହ' bbox=[700, 1431, 812, 1442]
